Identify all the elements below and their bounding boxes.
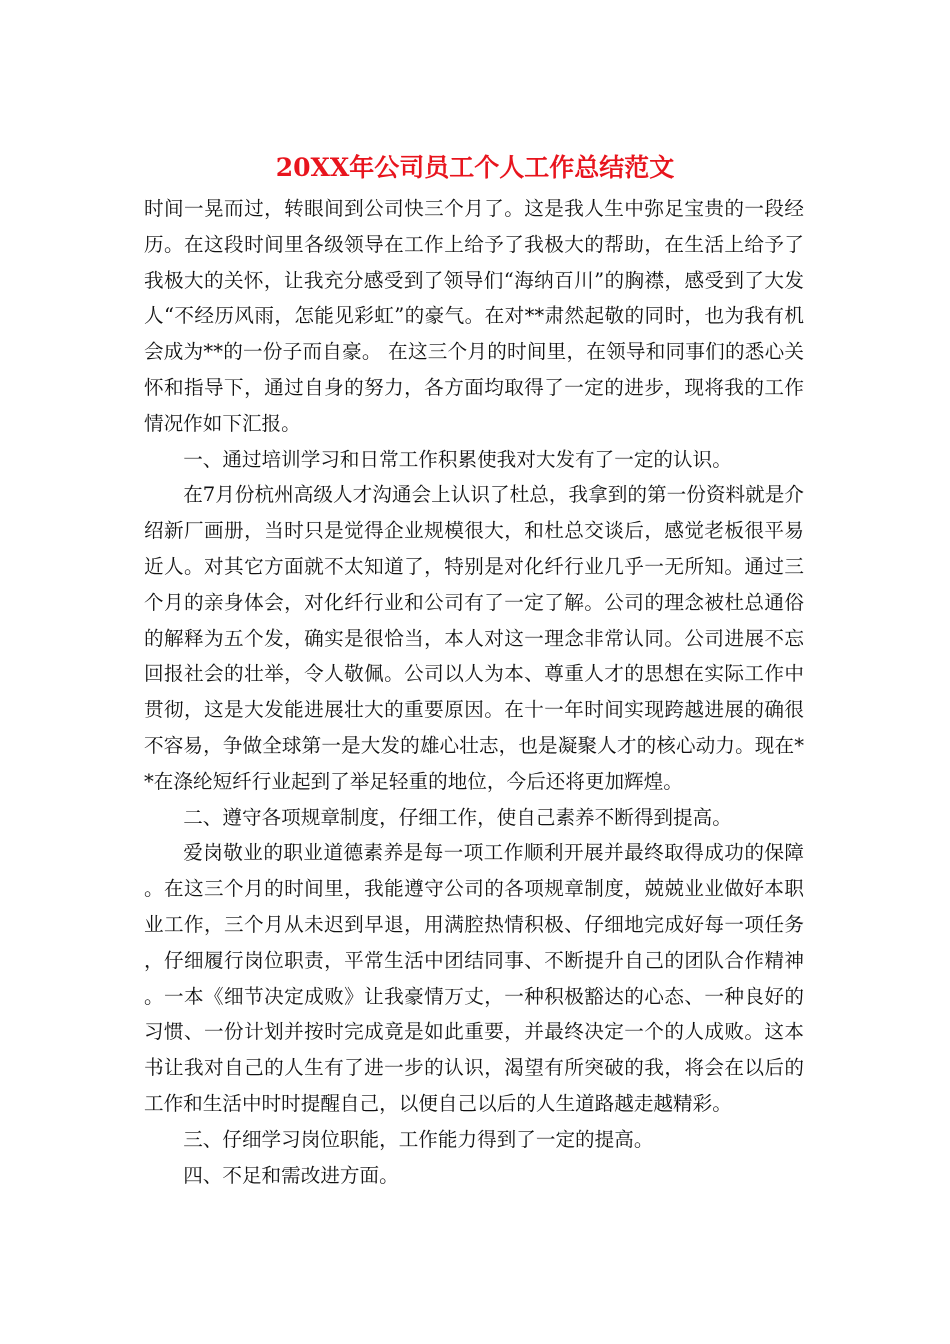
section-heading-3: 三、仔细学习岗位职能，工作能力得到了一定的提高。 [183,1127,654,1151]
paragraph-section-2: 爱岗敬业的职业道德素养是每一项工作顺利开展并最终取得成功的保障。在这三个月的时间里，我能遵守公司的各项规章制度，兢兢业业做好本职业工作，三个月从未迟到早退，用满腔热情积极、仔细地完成好每一项任务，仔细履行岗位职责，平常生活中团结同事、不断提升自己的团队合作精神。一本《细节决定成败》让我豪情万丈，一种积极豁达的心态、一种良好的习惯、一份计划并按时完成竟是如此重要，并最终决定一个的人成败。这本书让我对自己的人生有了进一步的认识，渴望有所突破的我，将会在以后的工作和生活中时时提醒自己，以便自己以后的人生道路越走越精彩。 [144,841,804,1115]
paragraph-intro: 时间一晃而过，转眼间到公司快三个月了。这是我人生中弥足宝贵的一段经历。在这段时间里各级领导在工作上给予了我极大的帮助，在生活上给予了我极大的关怀，让我充分感受到了领导们“海纳百川”的胸襟，感受到了大发人“不经历风雨，怎能见彩虹”的豪气。在对**肃然起敬的同时，也为我有机会成为**的一份子而自豪。 在这三个月的时间里，在领导和同事们的悉心关怀和指导下，通过自身的努力，各方面均取得了一定的进步，现将我的工作情况作如下汇报。 [144,197,804,435]
section-heading-2: 二、遵守各项规章制度，仔细工作，使自己素养不断得到提高。 [183,805,732,829]
document-body [144,191,804,1193]
paragraph-section-1: 在7月份杭州高级人才沟通会上认识了杜总，我拿到的第一份资料就是介绍新厂画册，当时只是觉得企业规模很大，和杜总交谈后，感觉老板很平易近人。对其它方面就不太知道了，特别是对化纤行业几乎一无所知。通过三个月的亲身体会，对化纤行业和公司有了一定了解。公司的理念被杜总通俗的解释为五个发，确实是很恰当，本人对这一理念非常认同。公司进展不忘回报社会的壮举，令人敬佩。公司以人为本、尊重人才的思想在实际工作中贯彻，这是大发能进展壮大的重要原因。在十一年时间实现跨越进展的确很不容易，争做全球第一是大发的雄心壮志，也是凝聚人才的核心动力。现在**在涤纶短纤行业起到了举足轻重的地位，今后还将更加辉煌。 [144,483,804,793]
section-heading-1: 一、通过培训学习和日常工作积累使我对大发有了一定的认识。 [183,447,732,471]
document-title: 20XX年公司员工个人工作总结范文 [275,153,675,182]
section-heading-4: 四、不足和需改进方面。 [183,1163,399,1187]
